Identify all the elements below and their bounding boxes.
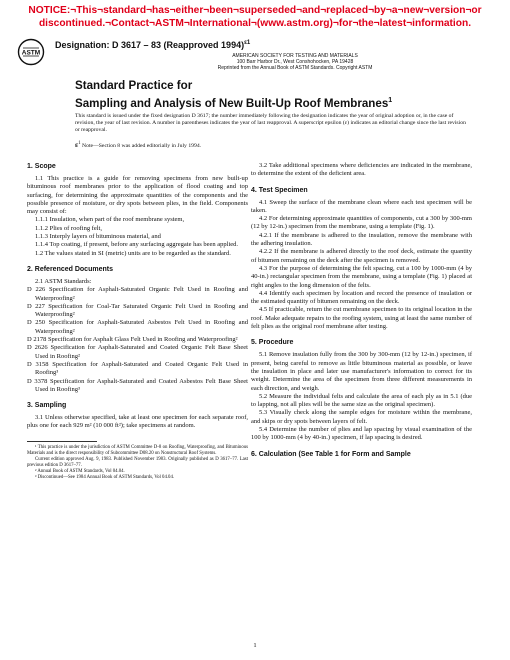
section-heading-calculation: 6. Calculation (See Table 1 for Form and Sample [251, 450, 411, 458]
editorial-note [75, 140, 201, 149]
reference-item: D 2178 Specification for Asphalt Glass Felt Used in Roofing and Waterproofing² [27, 336, 238, 344]
notice-line-1: NOTICE:¬This¬standard¬has¬either¬been¬superseded¬and¬replaced¬by¬a¬new¬version¬or [28, 5, 482, 16]
footnote: ³ Discontinued—See 1984 Annual Book of ASTM Standards, Vol 04.04. [35, 474, 175, 480]
reference-item: D 2626 Specification for Asphalt-Saturated and Coated Organic Felt Base Sheet Used in Roofing² [27, 344, 248, 360]
paragraph-4-2-2: 4.2.2 If the membrane is adhered directly to the roof deck, estimate the quantity of bitumen remaining on the deck after the specimen is removed. [251, 248, 472, 264]
note-sup: 1 [78, 141, 81, 147]
document-title [75, 79, 392, 111]
title-line-1: Standard Practice for [75, 79, 193, 92]
society-name: AMERICAN SOCIETY FOR TESTING AND MATERIALS [232, 53, 358, 59]
paragraph-1-1-2: 1.1.2 Plies of roofing felt, [35, 224, 102, 232]
paragraph-4-1: 4.1 Sweep the surface of the membrane clean where each test specimen will be taken. [251, 198, 472, 214]
left-column [27, 162, 248, 481]
section-heading-procedure: 5. Procedure [251, 339, 294, 347]
paragraph-4-2-1: 4.2.1 If the membrane is adhered to the insulation, remove the membrane with the adhering insulation. [251, 231, 472, 248]
paragraph-4-4: 4.4 Identify each specimen by location and record the presence of insulation or the estimated quantity of bitumen remaining on the deck. [251, 289, 472, 306]
paragraph-4-2: 4.2 For determining approximate quantities of components, cut a 300 by 300-mm (12 by 12-in.) specimen from the membrane, using a template (Fig. 1). [251, 215, 472, 231]
title-sup: 1 [388, 96, 393, 104]
title-line-2: Sampling and Analysis of New Built-Up Roof Membranes [75, 96, 389, 110]
paragraph-5-3: 5.3 Visually check along the sample edges for moisture within the membrane, and skips or dry spots between layers of felt. [251, 409, 472, 425]
paragraph-1-1-1: 1.1.1 Insulation, when part of the roof membrane system, [35, 216, 185, 224]
society-reprint: Reprinted from the Annual Book of ASTM Standards. Copyright ASTM [217, 65, 373, 72]
footnote: Current edition approved Aug. 9, 1983. Published November 1983. Originally published as D 3617–77. Last previous edition D 3617–77. [27, 456, 248, 468]
paragraph-2-1: 2.1 ASTM Standards: [35, 277, 92, 285]
reference-item: D 3158 Specification for Asphalt-Saturated and Coated Organic Felt Used in Roofing³ [27, 360, 248, 377]
paragraph-5-4: 5.4 Determine the number of plies and lap spacing by visual examination of the 100 by 1000-mm (4 by 40-in.) specimen, if lap spacing is desired. [251, 426, 472, 442]
note-text: Note—Section 8 was added editorially in July 1994. [82, 143, 202, 149]
page-number: 1 [253, 642, 257, 649]
notice-line-2: discontinued.¬Contact¬ASTM¬International¬(www.astm.org)¬for¬the¬latest¬information. [38, 18, 472, 29]
reference-item: D 3378 Specification for Asphalt-Saturated and Coated Asbestos Felt Base Sheet Used in Roofing³ [27, 377, 248, 393]
astm-logo-icon [17, 38, 45, 66]
reference-item: D 226 Specification for Asphalt-Saturated Organic Felt Used in Roofing and Waterproofing² [27, 286, 248, 302]
designation [55, 40, 250, 50]
paragraph-3-1: 3.1 Unless otherwise specified, take at least one specimen for each separate roof, plus one for each 929 m² (10 000 ft²); take specimens at random. [27, 414, 248, 430]
paragraph-1-2: 1.2 The values stated in SI (metric) units are to be regarded as the standard. [35, 249, 231, 257]
paragraph-1-1-4: 1.1.4 Top coating, if present, before any surfacing aggregate has been applied. [35, 241, 239, 249]
designation-text: Designation: D 3617 – 83 (Reapproved 1994) [55, 40, 245, 50]
section-heading-scope: 1. Scope [27, 163, 56, 170]
supersession-notice [0, 4, 510, 30]
right-column [251, 162, 472, 463]
paragraph-5-1: 5.1 Remove insulation fully from the 300 by 300-mm (12 by 12-in.) specimen, if present, being careful to remove as little bituminous material as possible, or leave the insulation in place and later use manufacturer's information to correct for its weight. Determine the area of the specimen from three different measurements in each direction, and weigh. [251, 351, 472, 392]
paragraph-4-3: 4.3 For the purpose of determining the felt spacing, cut a 100 by 1000-mm (4 by 40-in.) rectangular specimen from the membrane, using a template (Fig. 1) placed at right angles to the long dimension of the felts. [251, 264, 472, 289]
section-heading-referenced-documents: 2. Referenced Documents [27, 265, 113, 273]
society-block [190, 53, 400, 72]
section-heading-sampling: 3. Sampling [27, 402, 67, 410]
logo-lettering: ASTM [21, 49, 41, 57]
note-epsilon: ε [75, 140, 79, 149]
reference-item: D 250 Specification for Asphalt-Saturated Asbestos Felt Used in Roofing and Waterproofing² [27, 319, 248, 335]
paragraph-3-2: 3.2 Take additional specimens where deficiencies are indicated in the membrane, to determine the extent of the deficient area. [251, 162, 472, 178]
footnote: ² Annual Book of ASTM Standards, Vol 04.04. [35, 468, 125, 474]
footnote-divider [27, 441, 97, 442]
paragraph-1-1: 1.1 This practice is a guide for removing specimens from new built-up bituminous roof membranes prior to the application of flood coating and top surfacing, for determining the approximate quantities of the components and the possible presence of moisture, or dry spots between plies, in the field. Components may consist of: [27, 175, 248, 216]
reference-item: D 227 Specification for Coal-Tar Saturated Organic Felt Used in Roofing and Waterproofing² [27, 302, 248, 319]
paragraph-4-5: 4.5 If practicable, return the cut membrane specimen to its original location in the roof. Make adequate repairs to the roofing system, using at least the same number of felt plies as the original roof membrane after testing. [251, 306, 472, 331]
section-heading-test-specimen: 4. Test Specimen [251, 186, 308, 194]
paragraph-5-2: 5.2 Measure the individual felts and calculate the area of each ply as in 5.1 (due to lapping, not all plies will be the same size as the original specimen). [251, 392, 472, 409]
paragraph-1-1-3: 1.1.3 Interply layers of bituminous material, and [35, 233, 161, 241]
society-address: 100 Barr Harbor Dr., West Conshohocken, PA 19428 [236, 59, 354, 66]
designation-sup: ε1 [244, 40, 251, 46]
issue-statement: This standard is issued under the fixed designation D 3617; the number immediately following the designation indicates the year of original adoption or, in the case of revision, the year of last revision. A number in parentheses indicates the year of last reapproval. A superscript epsilon (ε) indicates an editorial change since the last revision or reapproval. [75, 113, 466, 134]
footnote: ¹ This practice is under the jurisdiction of ASTM Committee D-8 on Roofing, Waterproofing, and Bituminous Materials and is the direct responsibility of Subcommittee D08.20 on Nonstructural Roof Systems. [27, 444, 248, 456]
